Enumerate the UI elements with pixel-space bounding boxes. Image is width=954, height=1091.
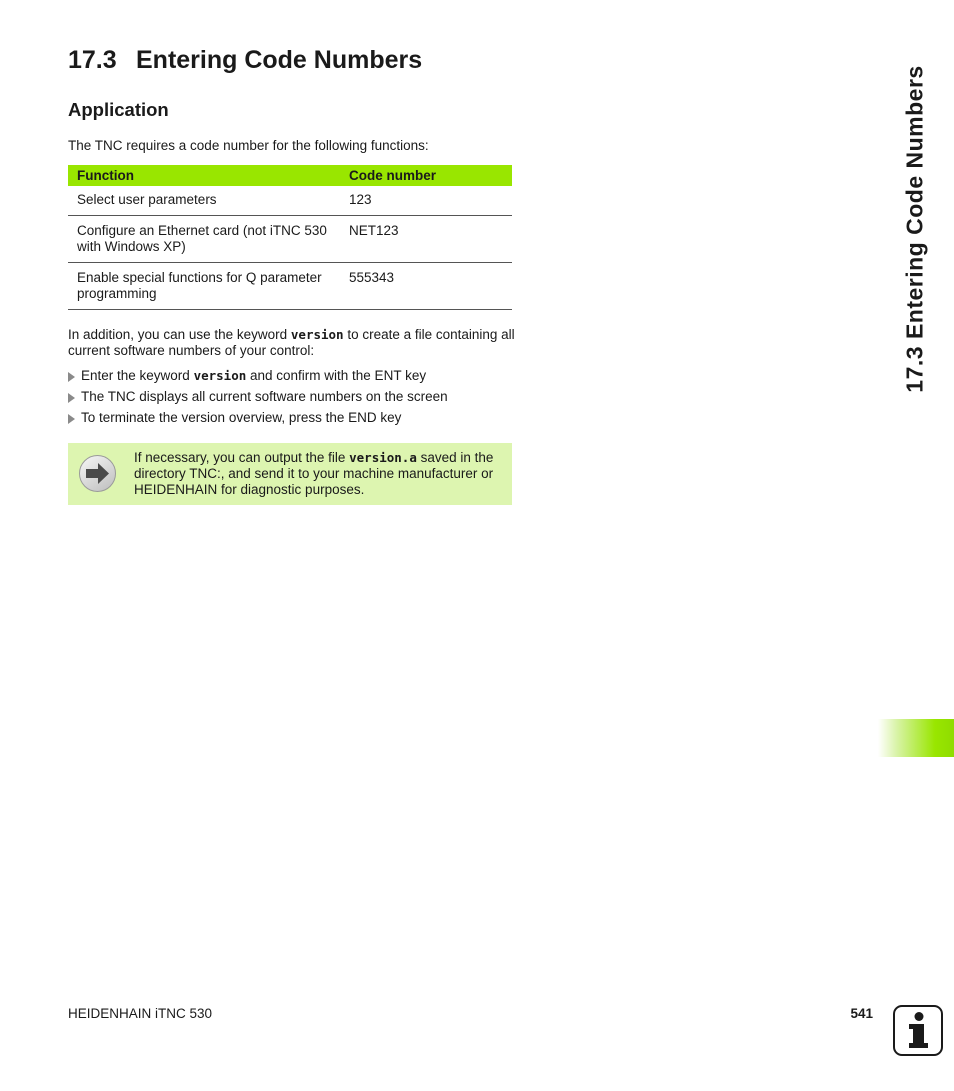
- list-item: [68, 410, 528, 431]
- side-title-text: 17.3 Entering Code Numbers: [901, 64, 928, 393]
- list-item: [68, 368, 528, 389]
- table-row: [68, 186, 512, 216]
- function-cell: Enable special functions for Q parameter programming: [68, 263, 340, 310]
- code-number-table: [68, 165, 512, 310]
- step-text-before: Enter the keyword: [81, 368, 194, 383]
- table-header-row: [68, 165, 512, 186]
- list-item: [68, 389, 528, 410]
- function-cell: Select user parameters: [68, 186, 340, 216]
- column-header-code-number: Code number: [340, 165, 512, 186]
- arrow-right-icon: [79, 455, 116, 492]
- step-list: [68, 368, 528, 431]
- footer-manual-title: HEIDENHAIN iTNC 530: [68, 1006, 213, 1021]
- table-row: [68, 263, 512, 310]
- function-cell: Configure an Ethernet card (not iTNC 530 with Windows XP): [68, 216, 340, 263]
- bullet-arrow-icon: [68, 393, 75, 403]
- section-number: 17.3: [68, 46, 117, 74]
- version-keyword: version: [193, 368, 247, 383]
- section-title: [68, 46, 422, 75]
- addition-text-after: to create a file containing all current software numbers of your control:: [68, 327, 515, 358]
- bullet-arrow-icon: [68, 372, 75, 382]
- note-text-after: saved in the directory TNC:, and send it to your machine manufacturer or HEIDENHAIN for diagnostic purposes.: [134, 450, 494, 497]
- note-box: [68, 443, 512, 505]
- column-header-function: Function: [68, 165, 340, 186]
- note-text-before: If necessary, you can output the file: [134, 450, 350, 465]
- subheading: Application: [68, 99, 169, 120]
- addition-text-before: In addition, you can use the keyword: [68, 327, 291, 342]
- step-text-after: and confirm with the ENT key: [246, 368, 427, 383]
- side-chapter-title: [895, 56, 935, 401]
- chapter-thumb-tab: [878, 719, 954, 757]
- intro-text: The TNC requires a code number for the following functions:: [68, 138, 429, 153]
- info-icon: [893, 1005, 943, 1056]
- code-cell: NET123: [340, 216, 512, 263]
- code-cell: 555343: [340, 263, 512, 310]
- page-number: 541: [850, 1006, 873, 1021]
- bullet-arrow-icon: [68, 414, 75, 424]
- addition-paragraph: [68, 327, 518, 359]
- step-text: The TNC displays all current software numbers on the screen: [81, 389, 448, 404]
- version-keyword: version: [290, 327, 344, 342]
- table-row: [68, 216, 512, 263]
- note-filename: version.a: [349, 450, 417, 465]
- code-cell: 123: [340, 186, 512, 216]
- section-title-text: Entering Code Numbers: [136, 46, 423, 74]
- note-text: [134, 450, 504, 498]
- step-text: To terminate the version overview, press the END key: [81, 410, 402, 425]
